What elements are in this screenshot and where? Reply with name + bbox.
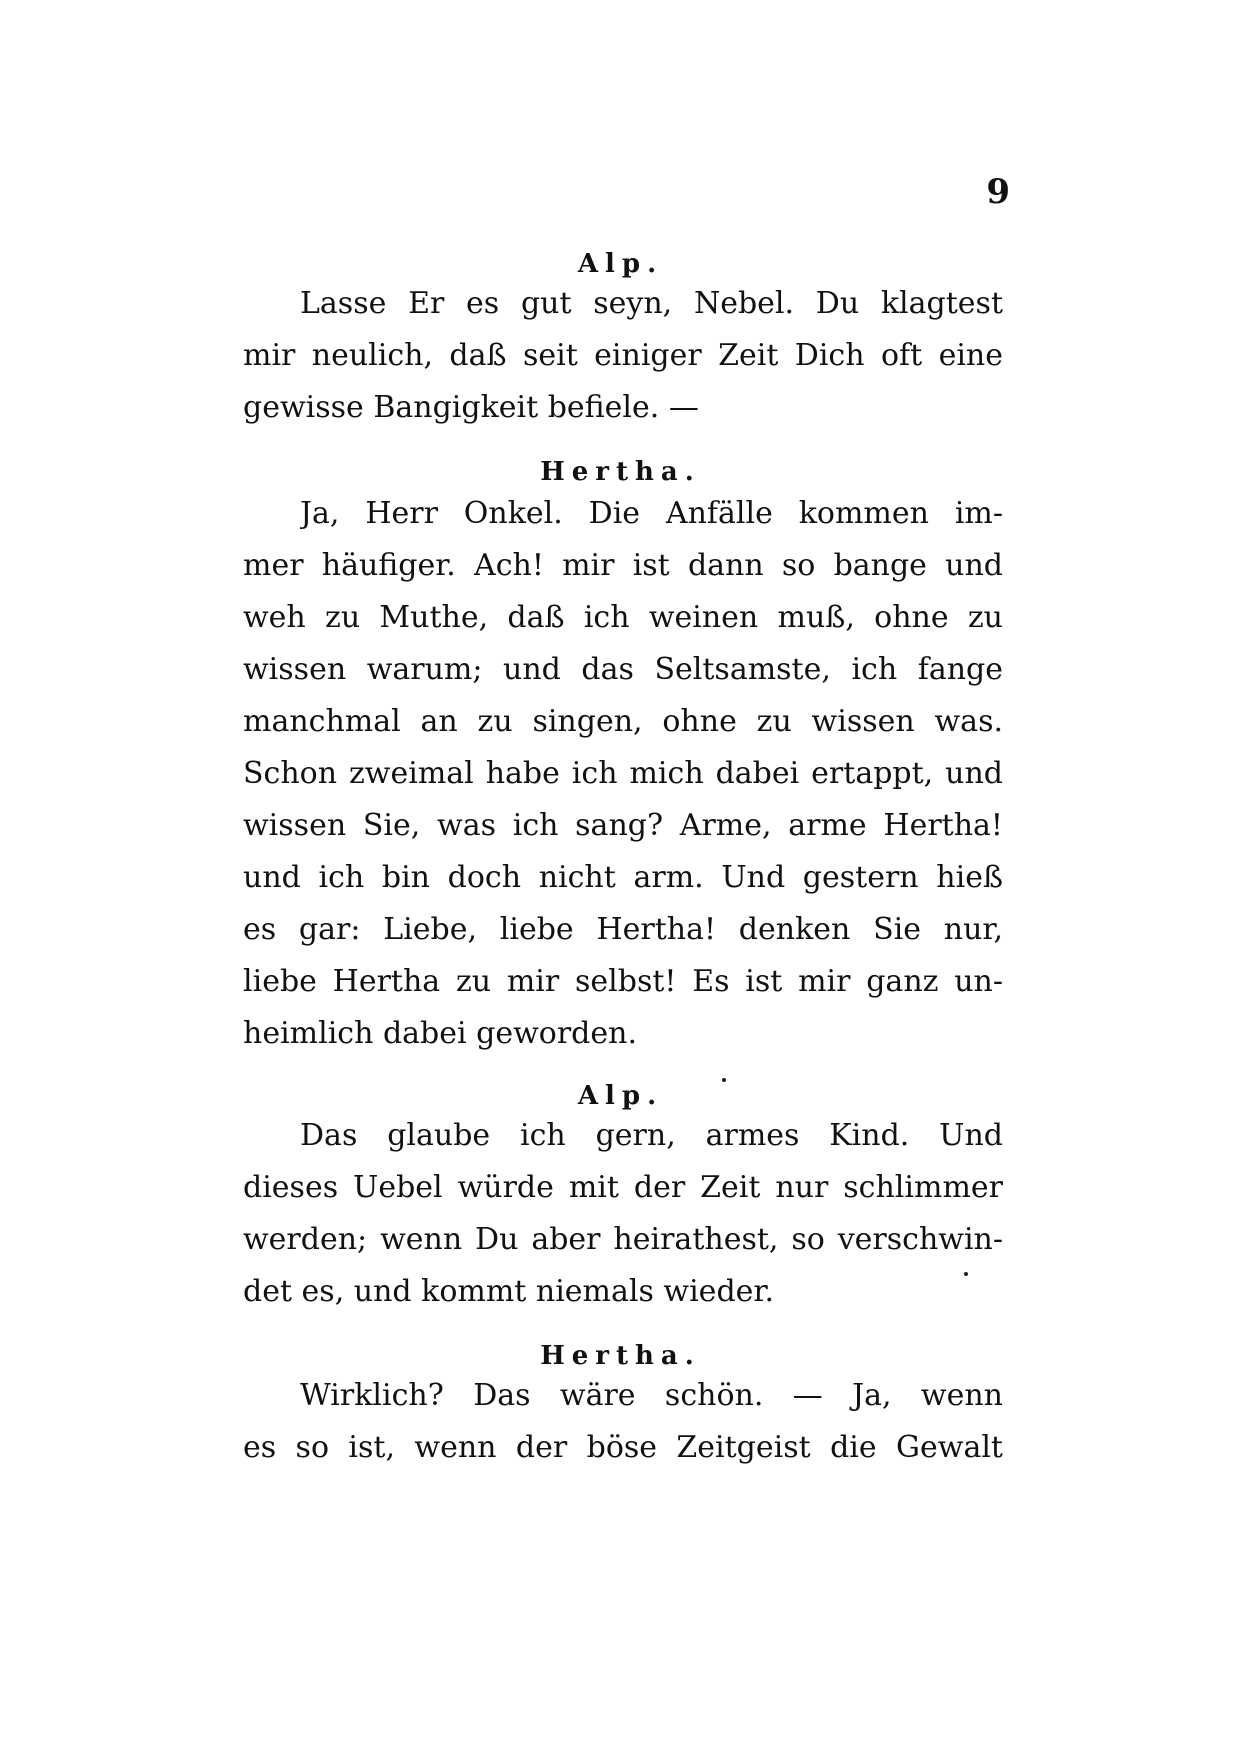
text-line: es so ist, wenn der böse Zeitgeist die Gewalt	[243, 1430, 1003, 1465]
text-line: Schon zweimal habe ich mich dabei ertappt, und	[243, 756, 1003, 791]
text-line: wissen Sie, was ich sang? Arme, arme Hertha!	[243, 808, 1003, 843]
text-line: und ich bin doch nicht arm. Und gestern hieß	[243, 860, 1003, 895]
text-line: mir neulich, daß seit einiger Zeit Dich oft eine	[243, 338, 1003, 373]
speaker-heading: Hertha.	[540, 457, 701, 487]
ink-speck	[722, 1078, 726, 1082]
text-line: es gar: Liebe, liebe Hertha! denken Sie nur,	[243, 912, 1003, 947]
page-number: 9	[986, 172, 1010, 212]
text-line: wissen warum; und das Seltsamste, ich fange	[243, 652, 1003, 687]
text-line: dieses Uebel würde mit der Zeit nur schlimmer	[243, 1170, 1003, 1205]
text-line: mer häufiger. Ach! mir ist dann so bange und	[243, 548, 1003, 583]
text-line: gewisse Bangigkeit befiele. —	[243, 390, 699, 425]
speaker-heading: Hertha.	[540, 1341, 701, 1371]
text-line: Das glaube ich gern, armes Kind. Und	[300, 1118, 1003, 1153]
text-line: Ja, Herr Onkel. Die Anfälle kommen im-	[300, 496, 1003, 531]
speaker-heading: Alp.	[577, 249, 664, 279]
text-line: weh zu Muthe, daß ich weinen muß, ohne zu	[243, 600, 1003, 635]
text-line: liebe Hertha zu mir selbst! Es ist mir ganz un-	[243, 964, 1003, 999]
text-line: det es, und kommt niemals wieder.	[243, 1274, 774, 1309]
text-line: manchmal an zu singen, ohne zu wissen was.	[243, 704, 1003, 739]
text-line: werden; wenn Du aber heirathest, so verschwin-	[243, 1222, 1003, 1257]
ink-speck	[964, 1272, 968, 1276]
text-line: Wirklich? Das wäre schön. — Ja, wenn	[300, 1378, 1003, 1413]
text-line: Lasse Er es gut seyn, Nebel. Du klagtest	[300, 286, 1003, 321]
speaker-heading: Alp.	[577, 1081, 664, 1111]
text-line: heimlich dabei geworden.	[243, 1016, 637, 1051]
